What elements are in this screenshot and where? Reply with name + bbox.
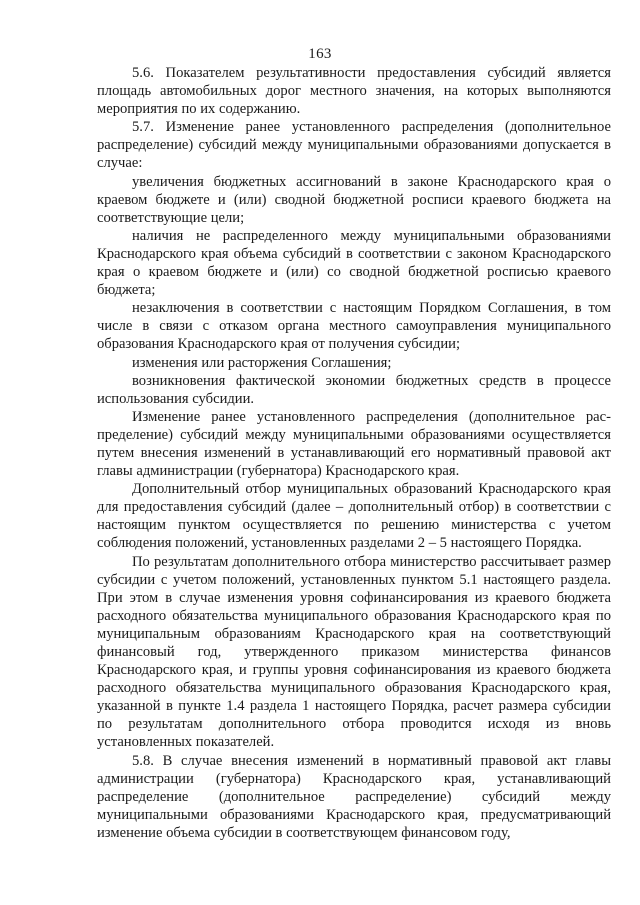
- list-item-undistributed-volume: наличия не распределенного между муниципальными образованиями Краснодарского края объема субсидий в соответствии с законом Краснодарского края о краевом бюджете и (или) со сводной бюджетной росписью краевого бюджета;: [97, 227, 611, 299]
- list-item-agreement-change: изменения или расторжения Соглашения;: [132, 354, 392, 371]
- document-body: [97, 64, 611, 842]
- list-item-budget-increase: увеличения бюджетных ассигнований в законе Краснодарского края о краевом бюджете и (или) сводной бюджетной росписи краевого бюджета на соответствующие цели;: [97, 173, 611, 226]
- paragraph-5-7: 5.7. Изменение ранее установленного распределения (дополнительное распределение) субсидий между муниципальными образованиями допускается в случае:: [97, 119, 611, 172]
- paragraph-selection-results: По результатам дополнительного отбора министерство рассчитывает размер субсидии с учетом положений, установленных пунктом 5.1 настоящего раздела. При этом в случае изменения уровня софинансирования из краевого бюджета расходного обязательства муниципального образования Краснодарского края по муниципальным образованиям Краснодарского края на соответствующий финансовый год, утвержденного приказом министерства финансов Краснодарского края, и группы уровня софинансирования из краевого бюджета расходного обязательства муниципального образования Краснодарского края, указанной в пункте 1.4 раздела 1 настоящего Порядка, расчет размера субсидии по результатам дополнительного отбора проводится исходя из вновь установленных показателей.: [97, 553, 611, 751]
- list-item-actual-savings: возникновения фактической экономии бюджетных средств в процессе использования субсидии.: [97, 372, 611, 407]
- list-item-no-agreement: незаключения в соответствии с настоящим Порядком Соглашения, в том числе в связи с отказом органа местного самоуправления муниципального образования Краснодарского края от получения субсидии;: [97, 300, 611, 353]
- paragraph-redistribution-method: Изменение ранее установленного распределения (дополнительное распределение) субсидий между муниципальными образованиями осуществляется путем внесения изменений в устанавливающий его нормативный правовой акт главы администрации (губернатора) Краснодарского края.: [97, 408, 611, 480]
- page-number: 163: [308, 46, 332, 62]
- paragraph-additional-selection: Дополнительный отбор муниципальных образований Краснодарского края для предоставления субсидий (далее – дополнительный отбор) в соответствии с настоящим пунктом осуществляется по решению министерства с учетом соблюдения положений, установленных разделами 2 – 5 настоящего Порядка.: [97, 481, 611, 552]
- paragraph-5-8: 5.8. В случае внесения изменений в нормативный правовой акт главы администрации (губернатора) Краснодарского края, устанавливающий распределение (дополнительное распределение) субсидий между муниципальными образованиями Краснодарского края, предусматривающий изменение объема субсидии в соответствующем финансовом году,: [97, 752, 611, 841]
- paragraph-5-6: 5.6. Показателем результативности предоставления субсидий является площадь автомобильных дорог местного значения, на которых выполняются мероприятия по их содержанию.: [97, 65, 611, 118]
